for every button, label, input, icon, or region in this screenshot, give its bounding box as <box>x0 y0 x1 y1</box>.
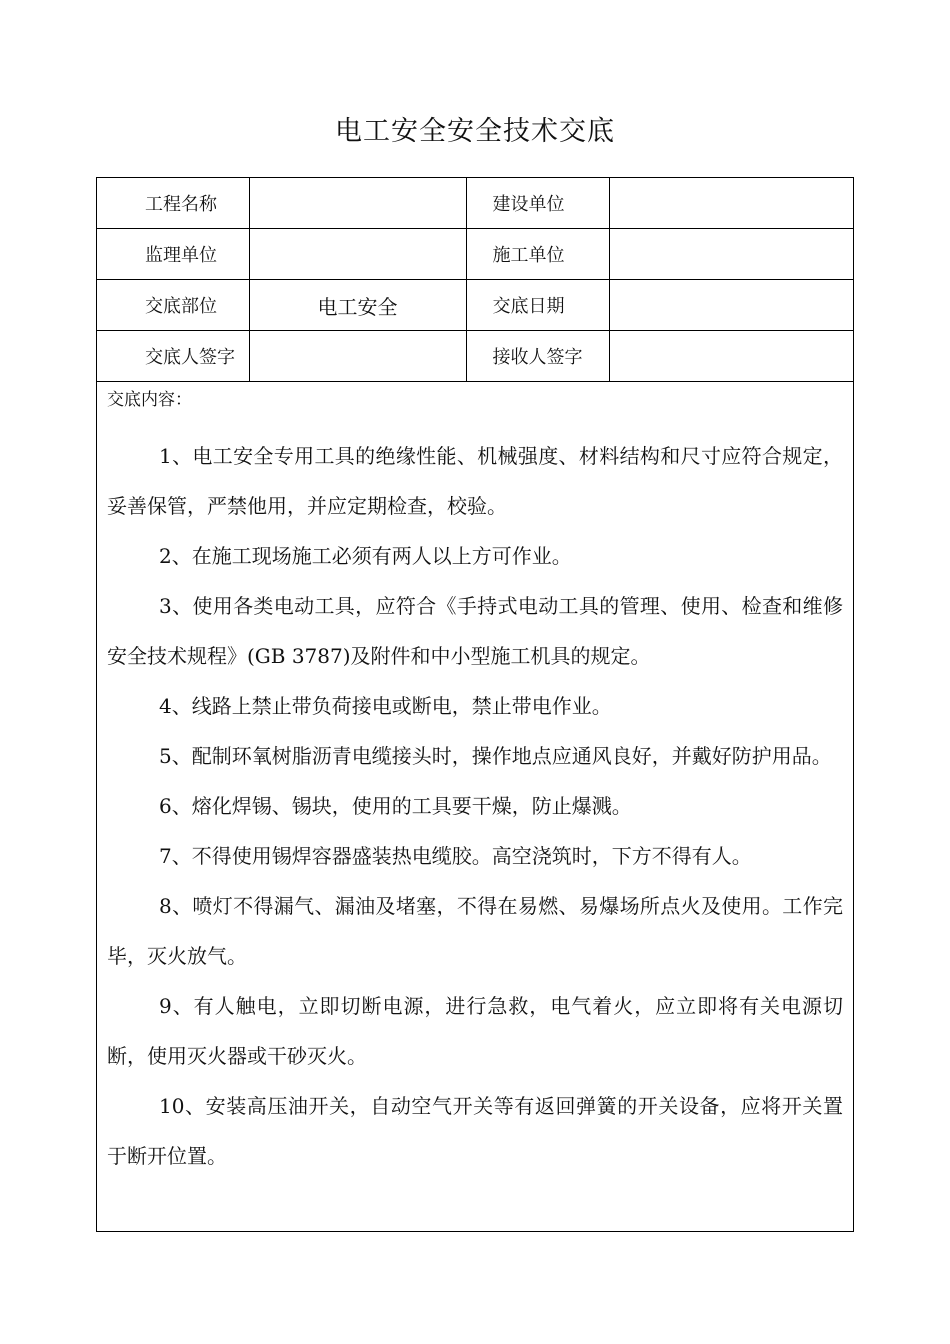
supervision-unit-field[interactable] <box>249 229 466 280</box>
project-name-field[interactable] <box>249 178 466 229</box>
content-label: 交底内容： <box>107 390 192 410</box>
construction-unit-field[interactable] <box>609 178 853 229</box>
content-item-5: 5、配制环氧树脂沥青电缆接头时，操作地点应通风良好，并戴好防护用品。 <box>159 744 832 768</box>
content-item-1: 1、电工安全专用工具的绝缘性能、机械强度、材料结构和尺寸应符合规定，妥善保管，严禁他用，并应定期检查，校验。 <box>107 444 843 518</box>
disclosure-part-field[interactable]: 电工安全 <box>249 280 466 331</box>
info-table <box>97 178 853 382</box>
content-item-4: 4、线路上禁止带负荷接电或断电，禁止带电作业。 <box>159 694 612 718</box>
disclosure-part-label: 交底部位 <box>97 280 249 331</box>
info-row-signatures <box>97 331 853 382</box>
content-item-9: 9、有人触电，立即切断电源，进行急救，电气着火，应立即将有关电源切断，使用灭火器或干砂灭火。 <box>107 994 843 1068</box>
content-item-2: 2、在施工现场施工必须有两人以上方可作业。 <box>159 544 572 568</box>
receiver-signature-label: 接收人签字 <box>466 331 609 382</box>
discloser-signature-label: 交底人签字 <box>97 331 249 382</box>
content-item-7: 7、不得使用锡焊容器盛装热电缆胶。高空浇筑时，下方不得有人。 <box>159 844 752 868</box>
contractor-unit-label: 施工单位 <box>466 229 609 280</box>
construction-unit-label: 建设单位 <box>466 178 609 229</box>
document-title: 电工安全安全技术交底 <box>335 116 615 147</box>
info-row-project <box>97 178 853 229</box>
project-name-label: 工程名称 <box>97 178 249 229</box>
discloser-signature-field[interactable] <box>249 331 466 382</box>
disclosure-form <box>96 177 854 1232</box>
receiver-signature-field[interactable] <box>609 331 853 382</box>
info-row-scope <box>97 280 853 331</box>
supervision-unit-label: 监理单位 <box>97 229 249 280</box>
contractor-unit-field[interactable] <box>609 229 853 280</box>
content-item-8: 8、喷灯不得漏气、漏油及堵塞，不得在易燃、易爆场所点火及使用。工作完毕，灭火放气。 <box>107 894 843 968</box>
content-item-6: 6、熔化焊锡、锡块，使用的工具要干燥，防止爆溅。 <box>159 794 632 818</box>
disclosure-content <box>97 381 853 1181</box>
info-row-supervision <box>97 229 853 280</box>
content-items <box>107 431 843 1181</box>
content-item-10: 10、安装高压油开关，自动空气开关等有返回弹簧的开关设备，应将开关置于断开位置。 <box>107 1094 843 1168</box>
content-item-3: 3、使用各类电动工具，应符合《手持式电动工具的管理、使用、检查和维修安全技术规程》(GB 3787)及附件和中小型施工机具的规定。 <box>107 594 843 668</box>
disclosure-date-label: 交底日期 <box>466 280 609 331</box>
disclosure-date-field[interactable] <box>609 280 853 331</box>
